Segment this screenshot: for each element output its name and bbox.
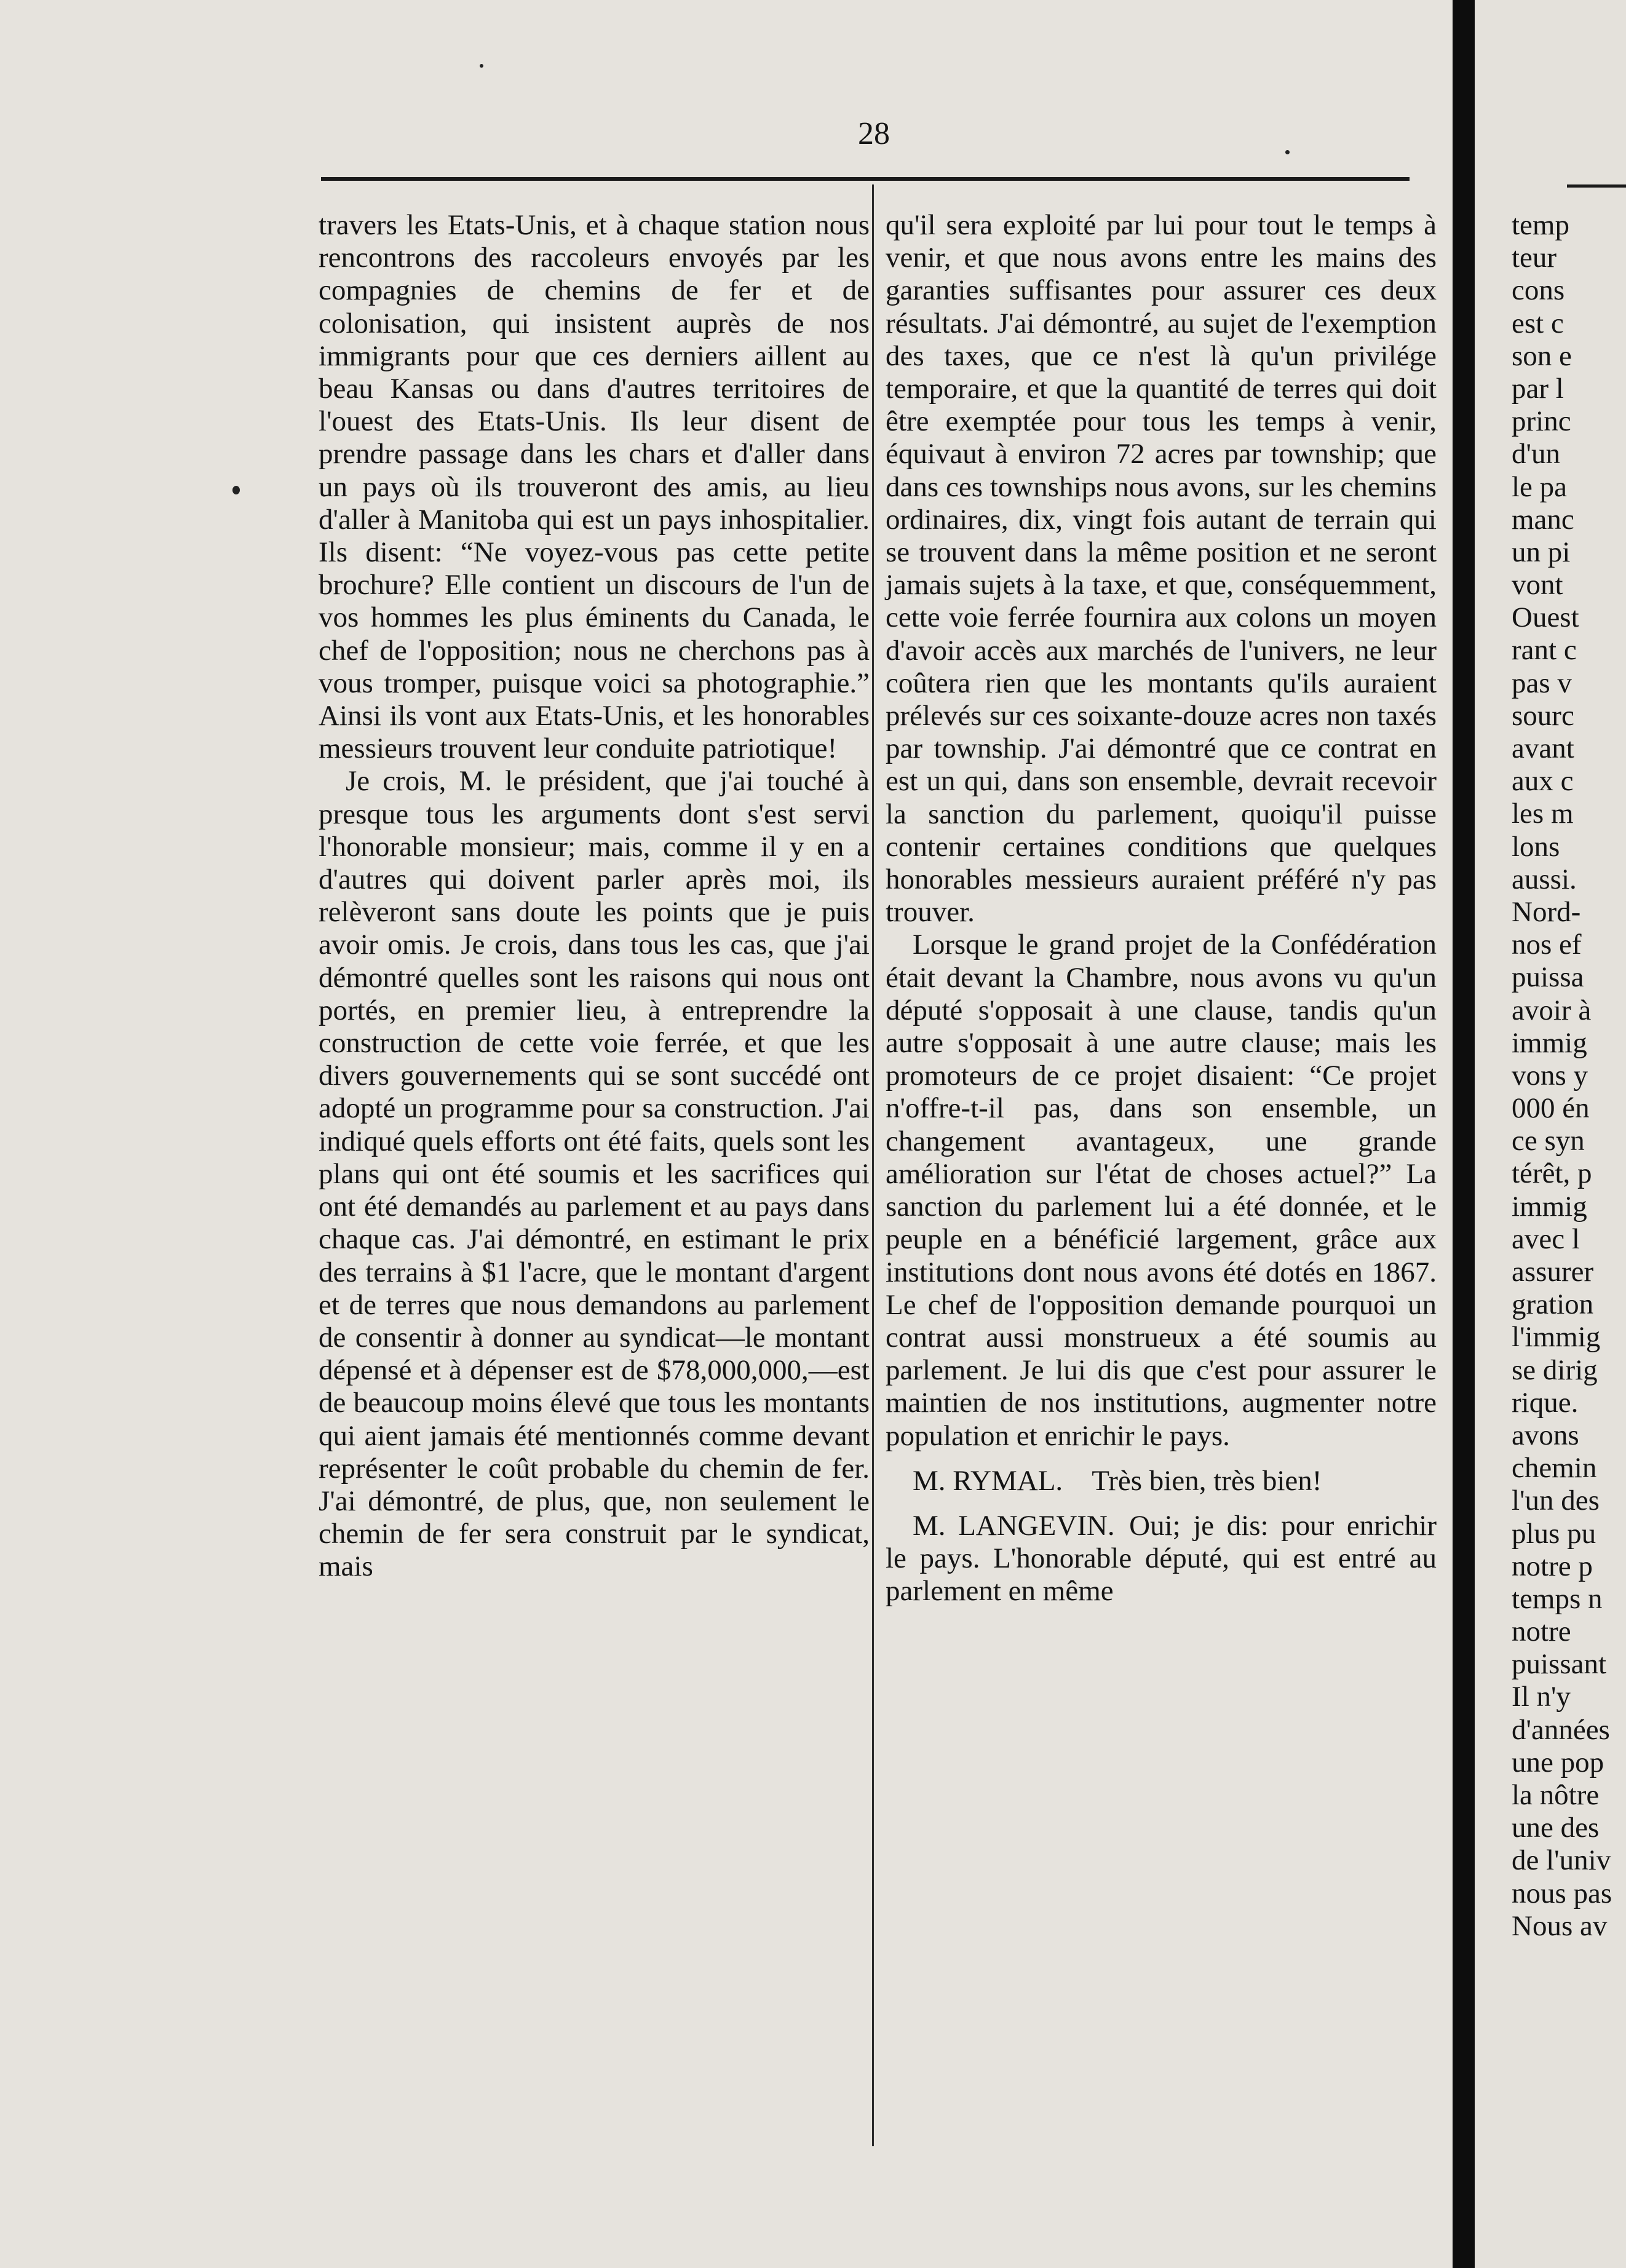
adjacent-page-rule <box>1567 184 1626 188</box>
left-column <box>319 209 870 2146</box>
adjacent-page-line: puissa <box>1512 961 1584 994</box>
adjacent-page-line: une pop <box>1512 1746 1604 1778</box>
ink-speck <box>480 64 483 68</box>
adjacent-page-line: notre <box>1512 1616 1571 1648</box>
adjacent-page-line: aux c <box>1512 765 1574 798</box>
adjacent-page-line: vons y <box>1512 1059 1588 1092</box>
adjacent-page-line: chemin <box>1512 1452 1597 1485</box>
speech-text: Oui; je dis: pour enrichir le pays. L'honorable député, qui est entré au parlement en même <box>886 1509 1437 1608</box>
adjacent-page-line: plus pu <box>1512 1517 1596 1550</box>
adjacent-page-line: teur <box>1512 242 1557 274</box>
adjacent-page-line: son e <box>1512 339 1572 372</box>
header-rule <box>321 177 1410 181</box>
adjacent-page-line: par l <box>1512 372 1564 405</box>
paragraph: travers les Etats-Unis, et à chaque station nous rencontrons des raccoleurs envoyés par les compagnies de chemins de fer et de colonisation, qui insistent auprès de nos immigrants pour que ces derniers aillent au beau Kansas ou dans d'autres territoires de l'ouest des Etats-Unis. Ils leur disent de prendre passage dans les chars et d'aller dans un pays où ils trouveront des amis, au lieu d'aller à Manitoba qui est un pays inhospitalier. Ils disent: “Ne voyez-vous pas cette petite brochure? Elle contient un discours de l'un de vos hommes les plus éminents du Canada, le chef de l'opposition; nous ne cherchons pas à vous tromper, puisque voici sa photographie.” Ainsi ils vont aux Etats-Unis, et les honorables messieurs trouvent leur conduite patriotique! <box>319 209 870 765</box>
adjacent-page-line: princ <box>1512 405 1571 438</box>
paragraph: Je crois, M. le président, que j'ai touché à presque tous les arguments dont s'est servi l'honorable monsieur; mais, comme il y en a d'autres qui doivent parler après moi, ils relèveront sans doute les points que je puis avoir omis. Je crois, dans tous les cas, que j'ai démontré quelles sont les raisons qui nous ont portés, en premier lieu, à entreprendre la construction de cette voie ferrée, et que les divers gouvernements qui se sont succédé ont adopté un programme pour sa construction. J'ai indiqué quels efforts ont été faits, quels sont les plans qui ont été soumis et les sacrifices qui ont été demandés au parlement et au pays dans chaque cas. J'ai démontré, en estimant le prix des terrains à $1 l'acre, que le montant d'argent et de terres que nous demandons au parlement de consentir à donner au syndicat—le montant dépensé et à dépenser est de $78,000,000,—est de beaucoup moins élevé que tous les montants qui aient jamais été mentionnés comme devant représenter le coût probable du chemin de fer. J'ai démontré, de plus, que, non seulement le chemin de fer sera construit par le syndicat, mais <box>319 765 870 1583</box>
adjacent-page-line: Ouest <box>1512 601 1579 634</box>
speaker-name: M. LANGEVIN. <box>913 1509 1115 1542</box>
adjacent-page-line: avoir à <box>1512 994 1592 1026</box>
adjacent-page-line: gration <box>1512 1288 1594 1321</box>
adjacent-page-line: Nous av <box>1512 1909 1608 1942</box>
adjacent-page-line: sourc <box>1512 699 1574 732</box>
adjacent-page-line: vont <box>1512 569 1563 601</box>
column-divider <box>872 184 874 2146</box>
right-column <box>886 209 1437 2146</box>
adjacent-page-line: Nord- <box>1512 895 1581 928</box>
adjacent-page-column <box>1512 209 1626 1943</box>
adjacent-page-line: avons <box>1512 1419 1579 1451</box>
speech-text: Très bien, très bien! <box>1092 1464 1322 1497</box>
adjacent-page-line: notre p <box>1512 1550 1593 1582</box>
speech-rymal <box>886 1465 1437 1497</box>
adjacent-page-line: une des <box>1512 1812 1600 1844</box>
adjacent-page-line: 000 én <box>1512 1092 1590 1125</box>
adjacent-page-line: immig <box>1512 1190 1587 1223</box>
adjacent-page-line: de l'univ <box>1512 1844 1611 1877</box>
adjacent-page-line: l'immig <box>1512 1321 1601 1354</box>
adjacent-page-line: avant <box>1512 732 1574 764</box>
adjacent-page-line: puissant <box>1512 1648 1607 1681</box>
paragraph: Lorsque le grand projet de la Confédération était devant la Chambre, nous avons vu qu'un député s'opposait à une clause, tandis qu'un autre s'opposait à une autre clause; mais les promoteurs de ce projet disaient: “Ce projet n'offre-t-il pas, dans son ensemble, un changement avantageux, une grande amélioration sur l'état de choses actuel?” La sanction du parlement lui a été donnée, et le peuple en a bénéficié largement, grâce aux institutions dont nous avons été dotés en 1867. Le chef de l'opposition demande pourquoi un contrat aussi monstrueux a été soumis au parlement. Je lui dis que c'est pour assurer le maintien de nos institutions, augmenter notre population et enrichir le pays. <box>886 929 1437 1452</box>
adjacent-page-line: nous pas <box>1512 1877 1612 1909</box>
adjacent-page-line: la nôtre <box>1512 1779 1600 1811</box>
adjacent-page-line: d'années <box>1512 1713 1610 1746</box>
adjacent-page-line: se dirig <box>1512 1354 1598 1386</box>
adjacent-page-line: temp <box>1512 209 1569 241</box>
adjacent-page-line: les m <box>1512 798 1574 830</box>
adjacent-page-line: rant c <box>1512 634 1577 667</box>
adjacent-page-line: cons <box>1512 274 1565 307</box>
adjacent-page-line: d'un <box>1512 438 1560 470</box>
adjacent-page-line: temps n <box>1512 1582 1603 1615</box>
adjacent-page-line: ce syn <box>1512 1125 1585 1157</box>
adjacent-page-line: nos ef <box>1512 929 1582 961</box>
adjacent-page-line: térêt, p <box>1512 1157 1592 1190</box>
adjacent-page-line: pas v <box>1512 667 1572 699</box>
adjacent-page-line: lons <box>1512 830 1560 863</box>
speaker-name: M. RYMAL. <box>913 1464 1063 1497</box>
page-number: 28 <box>858 116 890 151</box>
adjacent-page-line: assurer <box>1512 1256 1594 1288</box>
adjacent-page-line: avec l <box>1512 1223 1580 1255</box>
adjacent-page-line: rique. <box>1512 1386 1579 1419</box>
adjacent-page-line: immig <box>1512 1026 1587 1059</box>
adjacent-page-line: Il n'y <box>1512 1681 1571 1713</box>
adjacent-page-line: l'un des <box>1512 1485 1600 1517</box>
adjacent-page-line: un pi <box>1512 536 1571 568</box>
ink-speck <box>232 486 240 494</box>
adjacent-page-line: le pa <box>1512 470 1568 503</box>
speech-langevin <box>886 1510 1437 1608</box>
adjacent-page-line: est c <box>1512 307 1564 339</box>
ink-speck <box>1285 150 1290 154</box>
adjacent-page-line: aussi. <box>1512 863 1577 895</box>
adjacent-page-line: manc <box>1512 503 1574 536</box>
paragraph: qu'il sera exploité par lui pour tout le temps à venir, et que nous avons entre les mains des garanties suffisantes pour assurer ces deux résultats. J'ai démontré, au sujet de l'exemption des taxes, que ce n'est là qu'un privilége temporaire, et que la quantité de terres qui doit être exemptée pour tous les temps à venir, équivaut à environ 72 acres par township; que dans ces townships nous avons, sur les chemins ordinaires, dix, vingt fois autant de terrain qui se trouvent dans la même position et ne seront jamais sujets à la taxe, et que, conséquemment, cette voie ferrée fournira aux colons un moyen d'avoir accès aux marchés de l'univers, ne leur coûtera rien que les montants qu'ils auraient prélevés sur ces soixante-douze acres non taxés par township. J'ai démontré que ce contrat en est un qui, dans son ensemble, devrait recevoir la sanction du parlement, quoiqu'il puisse contenir certaines conditions que quelques honorables messieurs auraient préféré n'y pas trouver. <box>886 209 1437 929</box>
page-gutter <box>1453 0 1475 2268</box>
